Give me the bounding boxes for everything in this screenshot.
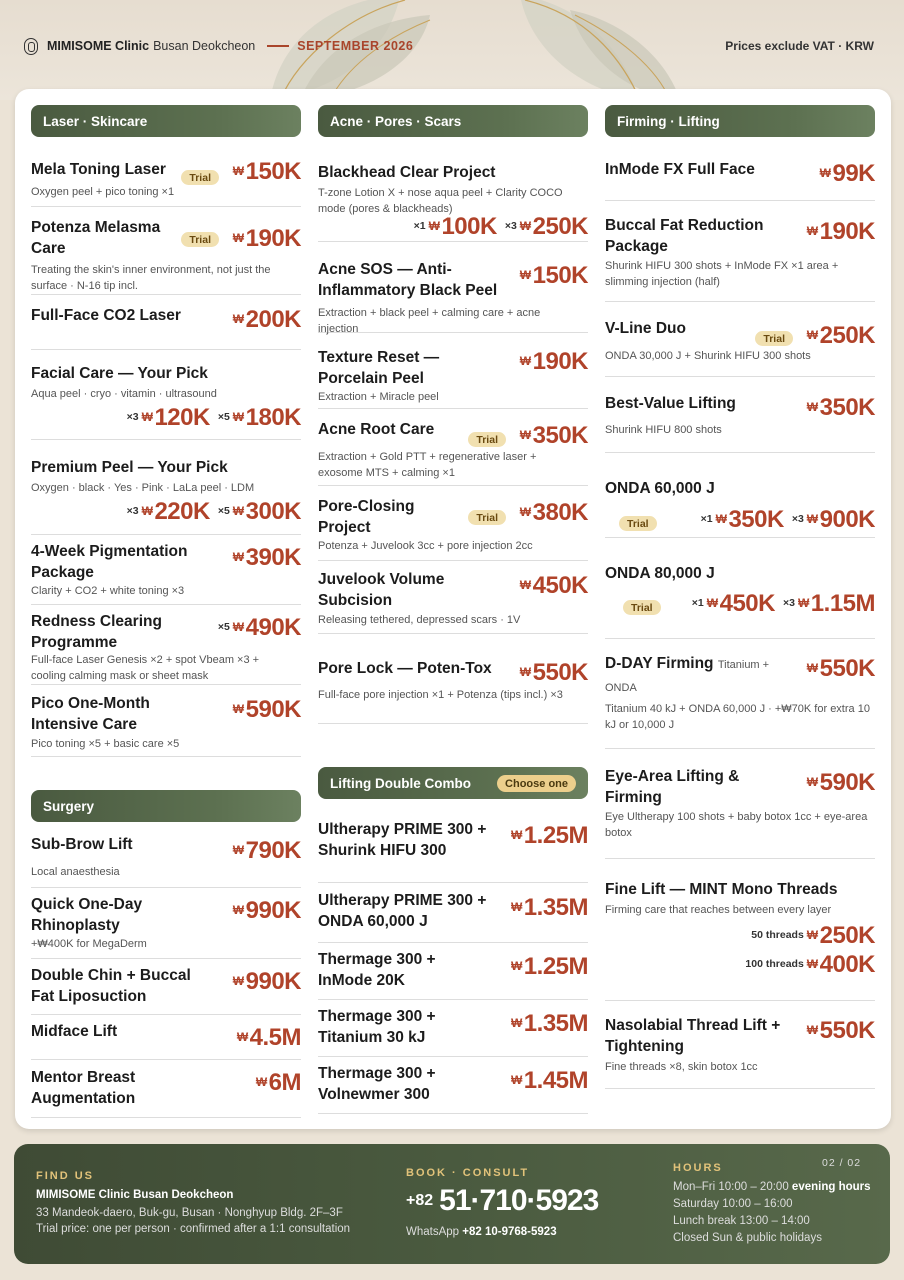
column-laser [31,105,301,1107]
list-item: Texture Reset — Porcelain Peel ₩190K Extraction + Miracle peel [318,333,588,409]
list-item: ONDA 80,000 J Trial $^{\times 1}$ ₩450K $^{\times 3}$ ₩1.15M [605,538,875,639]
list-item: InMode FX Full Face ₩99K [605,145,875,201]
price: ₩550K [519,659,588,686]
price: ₩99K [819,160,875,187]
trial-badge: Trial [181,232,219,247]
price: ₩190K [519,348,588,375]
list-item: Juvelook Volume Subcision ₩450K Releasing tethered, depressed scars · 1V [318,561,588,634]
section-combo-header: Lifting Double Combo Choose one [318,767,588,799]
vat-note: Prices exclude VAT · KRW [725,39,874,53]
price: ₩990K [232,968,301,995]
section-acne-header: Acne · Pores · Scars [318,105,588,137]
section-firming-header: Firming · Lifting [605,105,875,137]
hours-lunch: Lunch break 13:00 – 14:00 [673,1215,810,1227]
clinic-name: MIMISOME Clinic Busan Deokcheon [36,1189,234,1201]
phone-number[interactable]: +82 51·710·5923 [406,1184,599,1217]
whatsapp-line[interactable]: WhatsApp +82 10-9768-5923 [406,1226,557,1238]
list-item: Premium Peel — Your Pick Oxygen · black · Yes · Pink · LaLa peel · LDM $^{\times 3}$ ₩220K $^{\times 5}$ ₩300K [31,440,301,535]
price: ₩380K [519,499,588,526]
list-item: Pore-Closing Project Trial ₩380K Potenza + Juvelook 3cc + pore injection 2cc [318,486,588,561]
price: ₩1.25M [510,953,588,980]
list-item: D-DAY Firming Titanium + ONDA ₩550K Titanium 40 kJ + ONDA 60,000 J · +₩70K for extra 10 kJ or 10,000 J [605,639,875,749]
list-item: Facial Care — Your Pick Aqua peel · cryo · vitamin · ultrasound $^{\times 3}$ ₩120K $^{\times 5}$ ₩180K [31,350,301,440]
list-item: Fine Lift — MINT Mono Threads Firming care that reaches between every layer $^{50 threads}$ ₩250K $^{100 threads}$ ₩400K [605,859,875,1001]
price: $^{\times 1}$ ₩450K $^{\times 3}$ ₩1.15M [691,590,875,617]
list-item: V-Line Duo Trial ₩250K ONDA 30,000 J + Shurink HIFU 300 shots [605,302,875,377]
price: $^{100 threads}$ ₩400K [745,951,875,978]
price: ₩150K [232,158,301,185]
branch-name: Busan Deokcheon [153,39,256,53]
find-us-label: FIND US [36,1170,94,1182]
price: ₩190K [232,225,301,252]
choose-one-pill: Choose one [497,775,576,792]
price: $^{\times 1}$ ₩100K $^{\times 3}$ ₩250K [413,213,588,240]
price: $^{\times 3}$ ₩120K $^{\times 5}$ ₩180K [126,404,301,431]
footer [14,1144,890,1264]
list-item: Nasolabial Thread Lift + Tightening ₩550K Fine threads ×8, skin botox 1cc [605,1001,875,1089]
hours-label: HOURS [673,1162,723,1174]
list-item: Acne Root Care Trial ₩350K Extraction + Gold PTT + regenerative laser + exosome MTS + calming ×1 [318,409,588,486]
book-label: BOOK · CONSULT [406,1167,530,1179]
list-item: Full-Face CO2 Laser ₩200K [31,295,301,350]
trial-badge: Trial [468,432,506,447]
list-item: Thermage 300 + Titanium 30 kJ ₩1.35M [318,1000,588,1057]
brand-name: MIMISOME Clinic [47,39,150,53]
price: ₩390K [232,544,301,571]
list-item: Pico One-Month Intensive Care ₩590K Pico toning ×5 + basic care ×5 [31,685,301,757]
price: $^{\times 3}$ ₩220K $^{\times 5}$ ₩300K [126,498,301,525]
hours-weekday: Mon–Fri 10:00 – 20:00 evening hours [673,1181,871,1193]
trial-badge: Trial [755,331,793,346]
price: ₩590K [806,769,875,796]
list-item: Eye-Area Lifting & Firming ₩590K Eye Ultherapy 100 shots + baby botox 1cc + eye-area botox [605,749,875,859]
price: $^{50 threads}$ ₩250K [751,922,875,949]
column-firming [605,105,875,1073]
price: ₩590K [232,696,301,723]
list-item: Ultherapy PRIME 300 + ONDA 60,000 J ₩1.35M [318,883,588,943]
price: ₩200K [232,306,301,333]
list-item: Mela Toning Laser Trial ₩150K Oxygen peel + pico toning ×1 [31,145,301,207]
mimisome-logo-icon [24,38,38,55]
price: ₩1.35M [510,1010,588,1037]
trial-badge: Trial [623,600,661,615]
price: ₩990K [232,897,301,924]
list-item: Blackhead Clear Project T-zone Lotion X + nose aqua peel + Clarity COCO mode (pores & blackheads) $^{\times 1}$ ₩100K $^{\times 3}$ ₩250K [318,145,588,242]
list-item: Thermage 300 + InMode 20K ₩1.25M [318,943,588,1000]
price: ₩350K [519,422,588,449]
trial-badge: Trial [181,170,219,185]
list-item: Ultherapy PRIME 300 + Shurink HIFU 300 ₩1.25M [318,799,588,883]
list-item: Redness Clearing Programme $^{\times 5}$ ₩490K Full-face Laser Genesis ×2 + spot Vbeam ×3 + cooling calming mask or sheet mask [31,605,301,685]
price: ₩1.35M [510,894,588,921]
hours-closed: Closed Sun & public holidays [673,1232,822,1244]
price: ₩4.5M [236,1024,301,1051]
address: 33 Mandeok-daero, Buk-gu, Busan · Nonghyup Bldg. 2F–3F [36,1207,343,1219]
price: ₩6M [255,1069,301,1096]
hours-saturday: Saturday 10:00 – 16:00 [673,1198,793,1210]
trial-badge: Trial [619,516,657,531]
header-divider [267,45,289,47]
section-surgery-header: Surgery [31,790,301,822]
list-item: 4-Week Pigmentation Package ₩390K Clarity + CO2 + white toning ×3 [31,535,301,605]
list-item: Sub-Brow Lift ₩790K Local anaesthesia [31,822,301,888]
page-number: 02 / 02 [822,1157,862,1169]
list-item: Thermage 300 + Volnewmer 300 ₩1.45M [318,1057,588,1114]
trial-note: Trial price: one per person · confirmed after a 1:1 consultation [36,1223,351,1235]
price: ₩250K [806,322,875,349]
price: ₩1.45M [510,1067,588,1094]
price: ₩550K [806,655,875,682]
price: ₩190K [806,218,875,245]
list-item: ONDA 60,000 J Trial $^{\times 1}$ ₩350K $^{\times 3}$ ₩900K [605,453,875,538]
list-item: Mentor Breast Augmentation ₩6M [31,1060,301,1118]
list-item: Double Chin + Buccal Fat Liposuction ₩990K [31,959,301,1015]
section-laser-header: Laser · Skincare [31,105,301,137]
price: $^{\times 5}$ ₩490K [217,614,301,641]
d-day-name: D-DAY Firming Titanium + ONDA [605,655,770,694]
trial-badge: Trial [468,510,506,525]
list-item: Best-Value Lifting ₩350K Shurink HIFU 800 shots [605,377,875,453]
page-header [24,36,874,56]
price-card [15,89,891,1129]
price: ₩450K [519,572,588,599]
list-item: Midface Lift ₩4.5M [31,1015,301,1060]
price: ₩550K [806,1017,875,1044]
list-item: Quick One-Day Rhinoplasty ₩990K +₩400K for MegaDerm [31,888,301,959]
column-acne [318,105,588,1103]
price: ₩790K [232,837,301,864]
price: ₩350K [806,394,875,421]
price: $^{\times 1}$ ₩350K $^{\times 3}$ ₩900K [700,506,875,533]
month-label: SEPTEMBER 2026 [297,39,414,53]
price: ₩150K [519,262,588,289]
list-item: Acne SOS — Anti-Inflammatory Black Peel ₩150K Extraction + black peel + calming care + acne injection [318,242,588,333]
list-item: Potenza Melasma Care Trial ₩190K Treating the skin's inner environment, not just the surface · N-16 tip incl. [31,207,301,295]
list-item: Pore Lock — Poten-Tox ₩550K Full-face pore injection ×1 + Potenza (tips incl.) ×3 [318,634,588,724]
list-item: Buccal Fat Reduction Package ₩190K Shurink HIFU 300 shots + InMode FX ×1 area + slimming injection (half) [605,201,875,302]
price: ₩1.25M [510,822,588,849]
